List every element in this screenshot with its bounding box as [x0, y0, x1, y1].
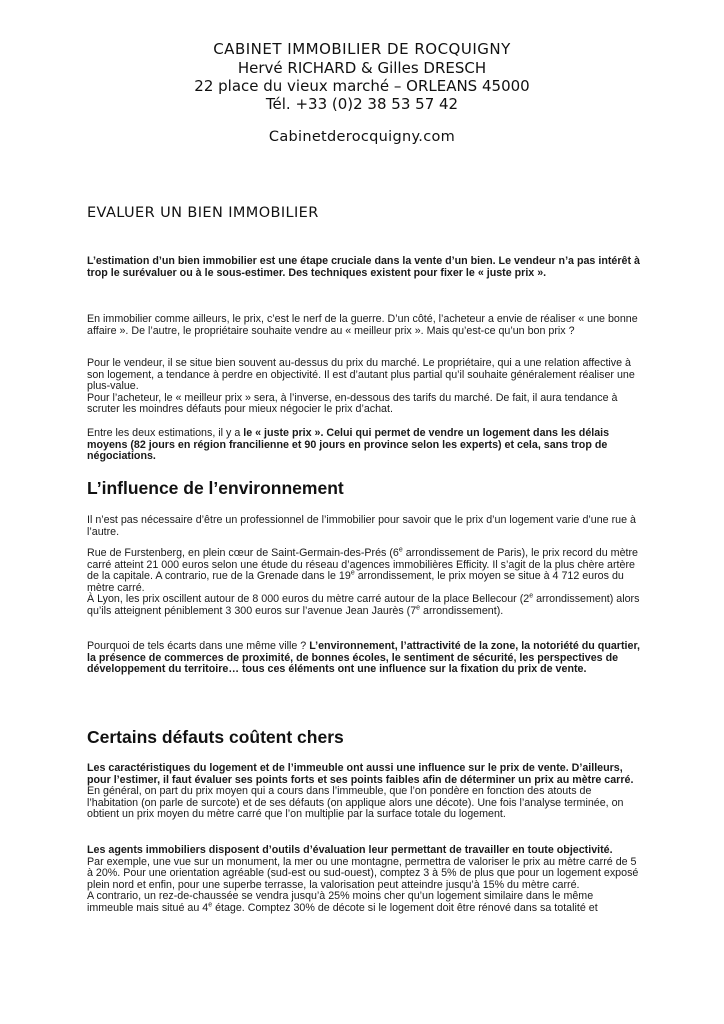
seller-text: Pour le vendeur, il se situe bien souvent au-dessus du prix du marché. Le propriétaire, qui a une relation affective à son logement, a tendance à perdre en objectivité. Il est d’autant plus partial qu’il souhaite généralement réaliser une plus-value.	[87, 357, 635, 392]
outils-bold: Les agents immobiliers disposent d’outils d’évaluation leur permettant de travailler en toute objectivité.	[87, 844, 613, 856]
ordinal-sup: e	[416, 603, 421, 611]
paris-text-1: Rue de Furstenberg, en plein cœur de Saint-Germain-des-Prés (6	[87, 547, 399, 559]
ordinal-sup: e	[350, 569, 355, 577]
paris-text-2: arrondissement de Paris), le prix record du mètre carré atteint 21 000 euros selon une étude du réseau d’agences immobilières Efficity. Il s’agit de la plus chère artère de la capitale. A contrario, rue de la Grenade dans le 19	[87, 547, 638, 582]
lyon-text-1: À Lyon, les prix oscillent autour de 8 000 euros du mètre carré autour de la place Bellecour (2	[87, 593, 530, 605]
firm-phone: Tél. +33 (0)2 38 53 57 42	[265, 95, 459, 113]
decote-text-2: étage. Comptez 30% de décote si le logement doit être rénové dans sa totalité et	[212, 901, 598, 914]
intro-text: L’estimation d’un bien immobilier est une étape cruciale dans la vente d’un bien. Le vendeur n’a pas intérêt à trop le surévaluer ou à le sous-estimer. Des techniques existent pour fixer le « juste prix ».	[87, 255, 640, 279]
caracteristiques-bold: Les caractéristiques du logement et de l’immeuble ont aussi une influence sur le prix de vente. D’ailleurs, pour l’estimer, il faut évaluer ses points forts et ses points faibles afin de déterminer un prix au mètre carré.	[87, 762, 634, 786]
lyon-text-3: arrondissement).	[420, 604, 504, 617]
paragraph-outils-evaluation	[87, 845, 640, 914]
letterhead	[0, 40, 724, 146]
section-heading-defauts: Certains défauts coûtent chers	[87, 727, 344, 747]
ordinal-sup: e	[398, 546, 403, 554]
paragraph-caracteristiques	[87, 763, 640, 821]
valorisation-text: Par exemple, une vue sur un monument, la mer ou une montagne, permettra de valoriser le prix au mètre carré de 5 à 20%. Pour une orientation agréable (sud-est ou sud-ouest), comptez 3 à 5% de plus que pour un logement exposé plein nord et enfin, pour une superbe terrasse, la valorisation peut atteindre jusqu’à 15% du mètre carré.	[87, 855, 639, 891]
intro-paragraph	[87, 256, 640, 279]
document-title: EVALUER UN BIEN IMMOBILIER	[87, 205, 319, 221]
firm-address: 22 place du vieux marché – ORLEANS 45000	[194, 77, 530, 95]
paragraph-nerf-de-la-guerre: En immobilier comme ailleurs, le prix, c’est le nerf de la guerre. D’un côté, l’acheteur a envie de réaliser « une bonne affaire ». De l’autre, le propriétaire souhaite vendre au « meilleur prix ». Mais qu’est-ce qu’un bon prix ?	[87, 313, 638, 337]
buyer-text: Pour l’acheteur, le « meilleur prix » sera, à l’inverse, en-dessous des tarifs du marché. De fait, il aura tendance à scruter les moindres défauts pour mieux négocier le prix d’achat.	[87, 391, 618, 415]
partners-names: Hervé RICHARD & Gilles DRESCH	[237, 59, 487, 77]
paragraph-prix-varie: Il n’est pas nécessaire d’être un professionnel de l’immobilier pour savoir que le prix d’un logement varie d’une rue à l’autre.	[87, 514, 636, 538]
paragraph-exemples-prix	[87, 548, 640, 617]
firm-website: Cabinetderocquigny.com	[268, 129, 456, 145]
section-heading-environnement: L’influence de l’environnement	[87, 478, 344, 498]
paragraph-ecarts	[87, 641, 640, 676]
lyon-text-2: arrondissement) alors qu’ils atteignent péniblement 3 300 euros sur l’avenue Jean Jaurès (7	[87, 593, 640, 617]
paragraph-vendeur-acheteur	[87, 358, 640, 416]
juste-prix-bold: le « juste prix ». Celui qui permet de vendre un logement dans les délais moyens (82 jours en région francilienne et 90 jours en province selon les experts) et cela, sans trop de négociations.	[87, 427, 610, 462]
ecarts-bold: L’environnement, l’attractivité de la zone, la notoriété du quartier, la présence de commerces de proximité, de bonnes écoles, le sentiment de sécurité, les perspectives de développement du territoire… tous ces éléments ont une influence sur la fixation du prix de vente.	[87, 640, 640, 675]
caracteristiques-text: En général, on part du prix moyen qui a cours dans l’immeuble, que l’on pondère en fonction des atouts de l’habitation (on parle de surcote) et de ses défauts (on applique alors une décote). Une fois l’analyse terminée, on obtient un prix moyen du mètre carré que l’on multiplie par la surface totale du logement.	[87, 785, 624, 820]
juste-prix-lead: Entre les deux estimations, il y a	[87, 427, 244, 439]
paris-text-3: arrondissement, le prix moyen se situe à 4 712 euros du mètre carré.	[87, 570, 624, 594]
ecarts-lead: Pourquoi de tels écarts dans une même ville ?	[87, 640, 310, 652]
paragraph-juste-prix	[87, 428, 640, 463]
decote-text-1: A contrario, un rez-de-chaussée se vendra jusqu’à 25% moins cher qu’un logement similaire dans le même immeuble mais situé au 4	[87, 890, 594, 914]
ordinal-sup: e	[208, 900, 213, 908]
ordinal-sup: e	[529, 592, 534, 600]
firm-name: CABINET IMMOBILIER DE ROCQUIGNY	[213, 40, 511, 58]
